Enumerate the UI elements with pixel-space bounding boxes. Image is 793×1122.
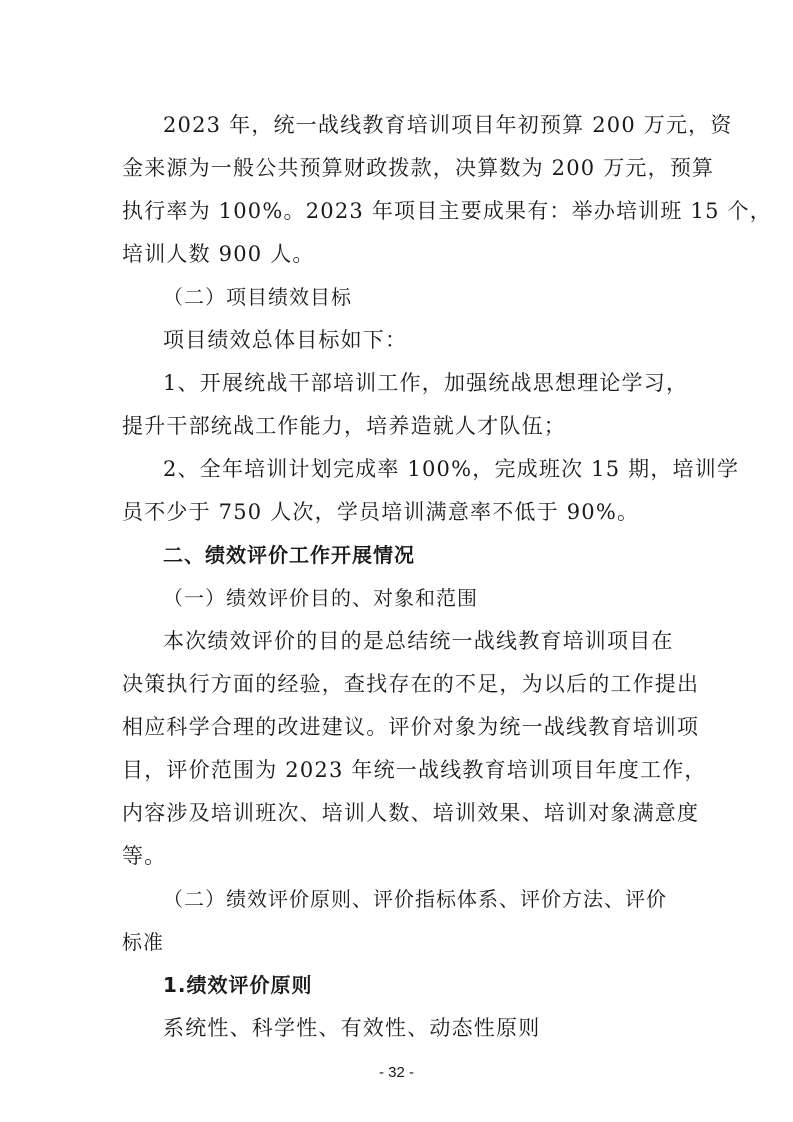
subsection-heading-principles-line-2: 标准 (122, 930, 164, 954)
goal-item-2-line-2: 员不少于 750 人次，学员培训满意率不低于 90%。 (122, 500, 640, 524)
goal-item-1-line-1: 1、开展统战干部培训工作，加强统战思想理论学习， (163, 371, 689, 395)
section-heading-project-goals: （二）项目绩效目标 (163, 285, 352, 309)
section-heading-evaluation-work: 二、绩效评价工作开展情况 (163, 543, 415, 567)
paragraph-1-line-2: 金来源为一般公共预算财政拨款，决算数为 200 万元，预算 (122, 156, 715, 180)
subsection-heading-purpose-scope: （一）绩效评价目的、对象和范围 (163, 586, 478, 610)
paragraph-purpose-line-5: 内容涉及培训班次、培训人数、培训效果、培训对象满意度 (122, 801, 700, 825)
paragraph-purpose-line-3: 相应科学合理的改进建议。评价对象为统一战线教育培训项 (122, 715, 700, 739)
goal-item-1-line-2: 提升干部统战工作能力，培养造就人才队伍； (122, 414, 566, 438)
paragraph-purpose-line-1: 本次绩效评价的目的是总结统一战线教育培训项目在 (163, 629, 674, 653)
numbered-heading-principles: 1.绩效评价原则 (163, 973, 313, 997)
paragraph-principles: 系统性、科学性、有效性、动态性原则 (163, 1016, 541, 1040)
paragraph-overall-goals: 项目绩效总体目标如下： (163, 328, 408, 352)
paragraph-purpose-line-4: 目，评价范围为 2023 年统一战线教育培训项目年度工作， (122, 758, 707, 782)
paragraph-purpose-line-2: 决策执行方面的经验，查找存在的不足，为以后的工作提出 (122, 672, 700, 696)
page-number: - 32 - (378, 1064, 414, 1081)
paragraph-1-line-3: 执行率为 100%。2023 年项目主要成果有：举办培训班 15 个， (122, 199, 772, 223)
paragraph-purpose-line-6: 等。 (122, 844, 167, 868)
paragraph-1-line-4: 培训人数 900 人。 (122, 242, 315, 266)
goal-item-2-line-1: 2、全年培训计划完成率 100%，完成班次 15 期，培训学 (163, 457, 740, 481)
paragraph-1-line-1: 2023 年，统一战线教育培训项目年初预算 200 万元，资 (163, 113, 733, 137)
subsection-heading-principles-line-1: （二）绩效评价原则、评价指标体系、评价方法、评价 (163, 887, 667, 911)
